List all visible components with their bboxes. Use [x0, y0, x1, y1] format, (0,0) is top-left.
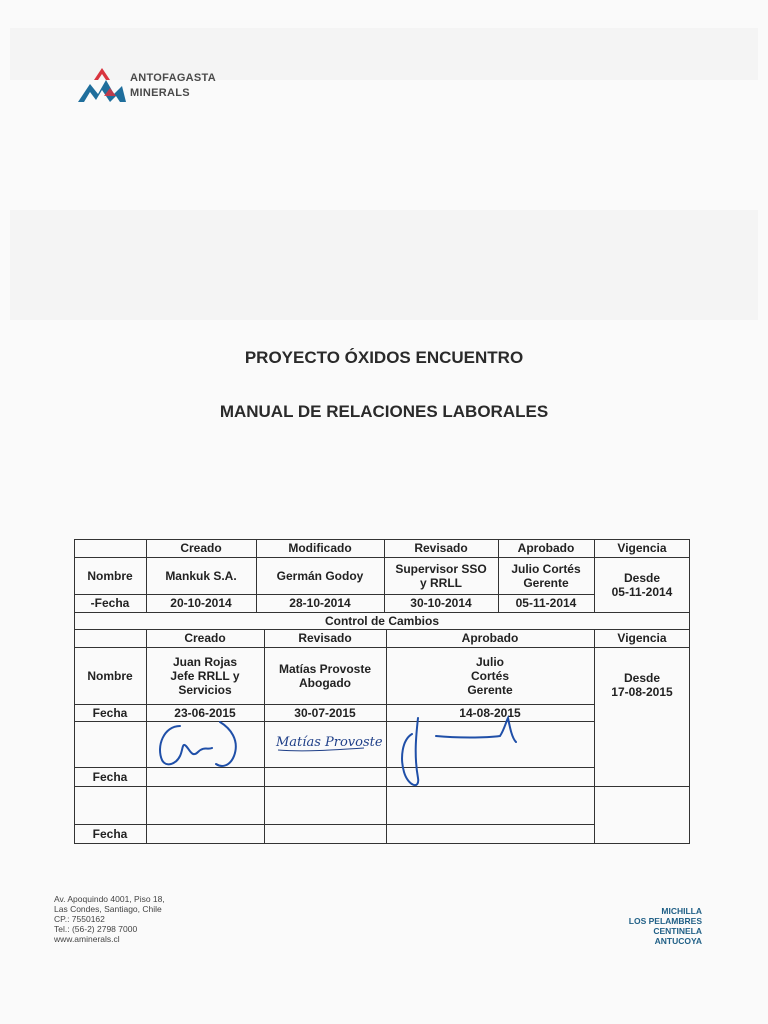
footer-mine-sites	[629, 906, 702, 946]
nombre-revisado: Supervisor SSO y RRLL	[395, 561, 487, 590]
cc-fecha-revisado: 30-07-2015	[294, 705, 356, 720]
document-subtitle: MANUAL DE RELACIONES LABORALES	[219, 402, 549, 421]
footer-address	[54, 894, 165, 944]
site-centinela: CENTINELA	[653, 926, 702, 936]
cc-nombre-creado: Juan Rojas Jefe RRLL y Servicios	[170, 654, 240, 697]
company-logo	[76, 64, 246, 108]
change-control-title: Control de Cambios	[324, 613, 439, 628]
cc-header-vigencia: Vigencia	[617, 631, 667, 645]
cc-nombre-aprobado: Julio Cortés Gerente	[467, 654, 513, 697]
address-line: Av. Apoquindo 4001, Piso 18,	[54, 894, 165, 904]
signature-juan-rojas	[150, 716, 246, 774]
cc-vigencia-cell	[594, 647, 690, 786]
site-los-pelambres: LOS PELAMBRES	[628, 916, 702, 926]
fecha-modificado: 28-10-2014	[289, 596, 351, 610]
header-vigencia: Vigencia	[617, 541, 667, 555]
cc-header-aprobado: Aprobado	[461, 631, 519, 645]
fecha-creado: 20-10-2014	[170, 596, 232, 610]
nombre-aprobado: Julio Cortés Gerente	[511, 561, 581, 590]
approval-table	[74, 539, 690, 844]
nombre-modificado: Germán Godoy	[276, 568, 364, 583]
cc-fecha-creado: 23-06-2015	[174, 705, 236, 720]
cc-nombre-revisado: Matías Provoste Abogado	[278, 661, 372, 690]
fecha-revisado: 30-10-2014	[410, 596, 472, 610]
signature-2-text: Matías Provoste	[276, 735, 383, 750]
address-phone: Tel.: (56-2) 2798 7000	[54, 924, 138, 934]
site-antucoya: ANTUCOYA	[654, 936, 702, 946]
cc-fecha-aprobado: 14-08-2015	[459, 705, 521, 720]
blank-row-2-fecha-label: Fecha	[92, 826, 128, 841]
logo-mark-icon	[76, 66, 128, 106]
document-title: PROYECTO ÓXIDOS ENCUENTRO	[244, 348, 524, 367]
header-revisado: Revisado	[414, 541, 468, 555]
logo-line-2: MINERALS	[130, 87, 190, 99]
cc-header-creado: Creado	[184, 631, 226, 645]
signature-julio-cortes	[396, 712, 526, 792]
logo-wordmark	[130, 71, 216, 101]
site-michilla: MICHILLA	[661, 906, 702, 916]
vigencia-date: 05-11-2014	[611, 584, 673, 599]
cc-vigencia-desde: Desde	[623, 671, 661, 685]
row-label-nombre: Nombre	[87, 568, 133, 583]
header-aprobado: Aprobado	[517, 541, 575, 555]
cc-vigencia-date: 17-08-2015	[611, 685, 673, 699]
vigencia-cell	[594, 557, 690, 612]
signature-matias-provoste	[274, 724, 383, 758]
address-line: Las Condes, Santiago, Chile	[54, 904, 162, 914]
scan-artifact	[10, 210, 758, 320]
address-postal-code: CP.: 7550162	[54, 914, 105, 924]
cc-header-revisado: Revisado	[298, 631, 352, 645]
logo-line-1: ANTOFAGASTA	[130, 72, 217, 84]
cc-label-nombre: Nombre	[87, 668, 133, 683]
nombre-creado: Mankuk S.A.	[165, 568, 237, 583]
fecha-aprobado: 05-11-2014	[515, 596, 577, 610]
blank-row-1-fecha-label: Fecha	[92, 769, 128, 784]
header-creado: Creado	[180, 541, 222, 555]
address-website: www.aminerals.cl	[54, 934, 120, 944]
cc-label-fecha: Fecha	[92, 705, 128, 720]
row-label-fecha: -Fecha	[90, 596, 130, 610]
header-modificado: Modificado	[288, 541, 352, 555]
vigencia-desde: Desde	[623, 570, 661, 585]
